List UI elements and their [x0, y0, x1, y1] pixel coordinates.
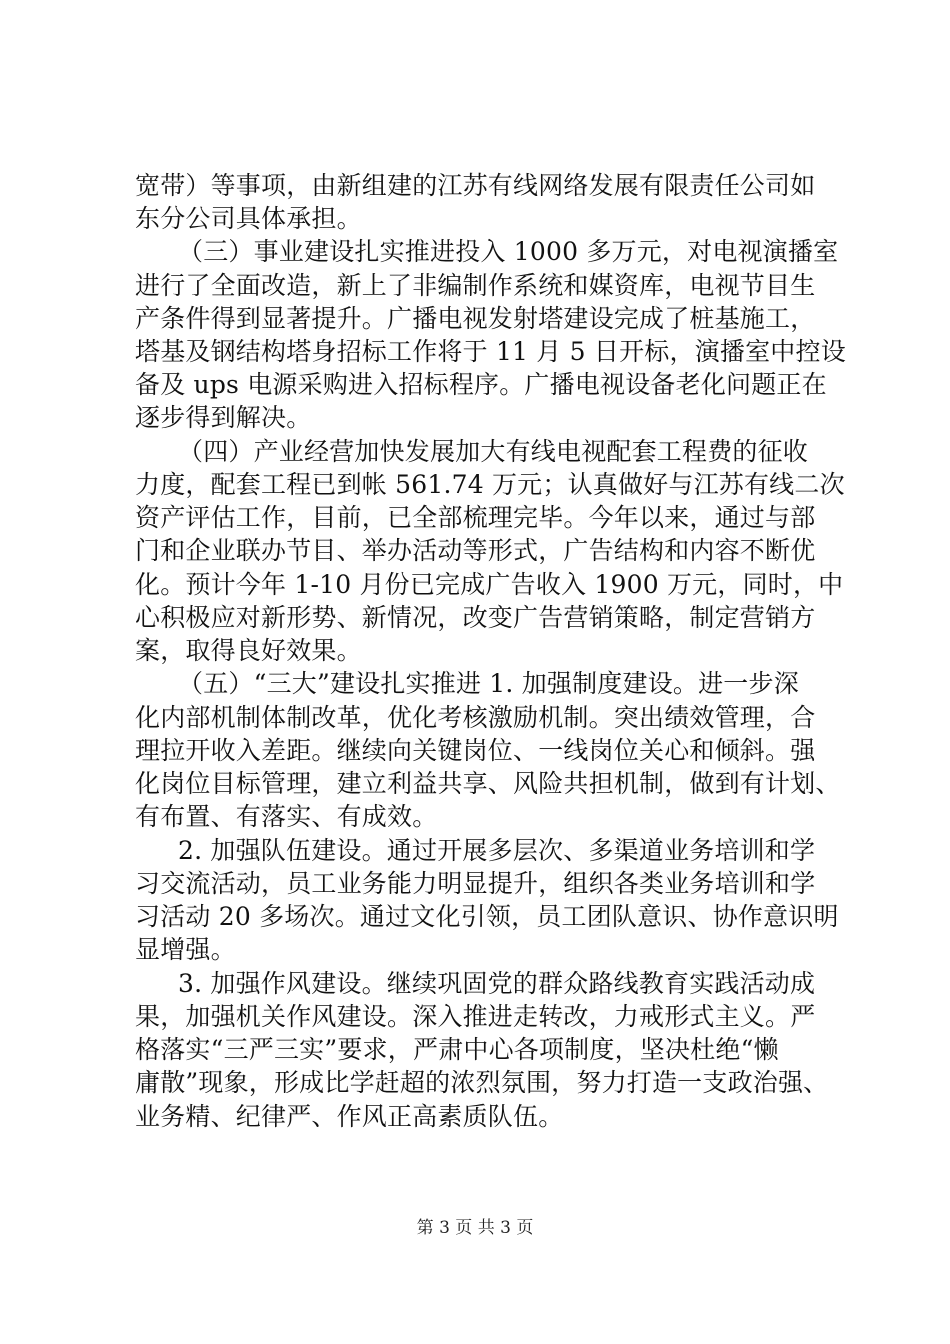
text-line: 果，加强机关作风建设。深入推进走转改，力戒形式主义。严	[135, 1002, 816, 1031]
text-line: 产条件得到显著提升。广播电视发射塔建设完成了桩基施工，	[135, 304, 816, 333]
text-line: 化内部机制体制改革，优化考核激励机制。突出绩效管理，合	[135, 703, 816, 732]
text-line: 东分公司具体承担。	[135, 204, 362, 233]
text-line: 逐步得到解决。	[135, 403, 312, 432]
text-line: 业务精、纪律严、作风正高素质队伍。	[135, 1102, 564, 1131]
text-line: 塔基及钢结构塔身招标工作将于 11 月 5 日开标，演播室中控设	[135, 337, 846, 366]
text-line: 庸散”现象，形成比学赶超的浓烈氛围，努力打造一支政治强、	[135, 1068, 829, 1097]
text-line: 2. 加强队伍建设。通过开展多层次、多渠道业务培训和学	[178, 836, 816, 865]
text-line: 化岗位目标管理，建立利益共享、风险共担机制，做到有计划、	[135, 769, 841, 798]
text-line: 格落实“三严三实”要求，严肃中心各项制度，坚决杜绝“懒	[135, 1035, 779, 1064]
text-line: （三）事业建设扎实推进投入 1000 多万元，对电视演播室	[178, 237, 839, 266]
text-line: （五）“三大”建设扎实推进 1. 加强制度建设。进一步深	[178, 669, 799, 698]
text-line: 3. 加强作风建设。继续巩固党的群众路线教育实践活动成	[178, 969, 816, 998]
text-line: 案，取得良好效果。	[135, 636, 362, 665]
text-line: 显增强。	[135, 935, 236, 964]
text-line: 进行了全面改造，新上了非编制作系统和媒资库，电视节目生	[135, 271, 816, 300]
text-line: 门和企业联办节目、举办活动等形式，广告结构和内容不断优	[135, 536, 816, 565]
text-line: 习交流活动，员工业务能力明显提升，组织各类业务培训和学	[135, 869, 816, 898]
text-line: （四）产业经营加快发展加大有线电视配套工程费的征收	[178, 437, 809, 466]
text-line: 有布置、有落实、有成效。	[135, 802, 438, 831]
text-line: 备及 ups 电源采购进入招标程序。广播电视设备老化问题正在	[135, 370, 827, 399]
text-line: 习活动 20 多场次。通过文化引领，员工团队意识、协作意识明	[135, 902, 839, 931]
page-footer: 第 3 页 共 3 页	[416, 1218, 534, 1238]
text-line: 力度，配套工程已到帐 561.74 万元；认真做好与江苏有线二次	[135, 470, 845, 499]
text-line: 资产评估工作，目前，已全部梳理完毕。今年以来，通过与部	[135, 503, 816, 532]
text-line: 理拉开收入差距。继续向关键岗位、一线岗位关心和倾斜。强	[135, 736, 816, 765]
text-line: 化。预计今年 1-10 月份已完成广告收入 1900 万元，同时，中	[135, 570, 844, 599]
text-line: 宽带）等事项，由新组建的江苏有线网络发展有限责任公司如	[135, 171, 816, 200]
text-line: 心积极应对新形势、新情况，改变广告营销策略，制定营销方	[135, 603, 816, 632]
